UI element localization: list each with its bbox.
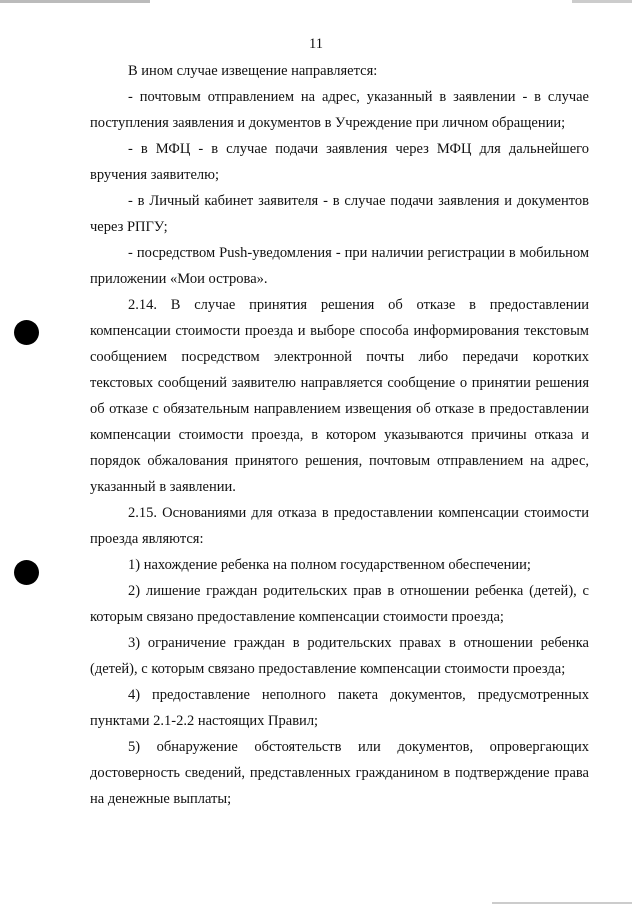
paragraph: В ином случае извещение направляется: <box>128 63 378 79</box>
document-body <box>90 58 589 812</box>
scan-edge-mark <box>572 0 632 3</box>
paragraph: 2.15. Основаниями для отказа в предоставлении компенсации стоимости проезда являются: <box>90 505 589 547</box>
paragraph: 5) обнаружение обстоятельств или документов, опровергающих достоверность сведений, представленных гражданином в подтверждение права на денежные выплаты; <box>90 739 589 807</box>
paragraph: 1) нахождение ребенка на полном государственном обеспечении; <box>128 557 531 573</box>
paragraph: - посредством Push-уведомления - при наличии регистрации в мобильном приложении «Мои острова». <box>90 245 589 287</box>
paragraph: 4) предоставление неполного пакета документов, предусмотренных пунктами 2.1-2.2 настоящих Правил; <box>90 687 589 729</box>
paragraph: 3) ограничение граждан в родительских правах в отношении ребенка (детей), с которым связано предоставление компенсации стоимости проезда; <box>90 635 589 677</box>
paragraph: 2) лишение граждан родительских прав в отношении ребенка (детей), с которым связано предоставление компенсации стоимости проезда; <box>90 583 589 625</box>
paragraph: 2.14. В случае принятия решения об отказе в предоставлении компенсации стоимости проезда и выборе способа информирования текстовым сообщением посредством электронной почты либо передачи коротких текстовых сообщений заявителю направляется сообщение о принятии решения об отказе с обязательным направлением извещения об отказе в предоставлении компенсации стоимости проезда, в котором указываются причины отказа и порядок обжалования принятого решения, почтовым отправлением на адрес, указанный в заявлении. <box>90 297 589 495</box>
paragraph: - почтовым отправлением на адрес, указанный в заявлении - в случае поступления заявления и документов в Учреждение при личном обращении; <box>90 89 589 131</box>
page-number: 11 <box>309 36 323 52</box>
paragraph: - в Личный кабинет заявителя - в случае подачи заявления и документов через РПГУ; <box>90 193 589 235</box>
scan-edge-mark <box>0 0 150 3</box>
punch-hole-icon <box>14 320 39 345</box>
punch-hole-icon <box>14 560 39 585</box>
paragraph: - в МФЦ - в случае подачи заявления через МФЦ для дальнейшего вручения заявителю; <box>90 141 589 183</box>
